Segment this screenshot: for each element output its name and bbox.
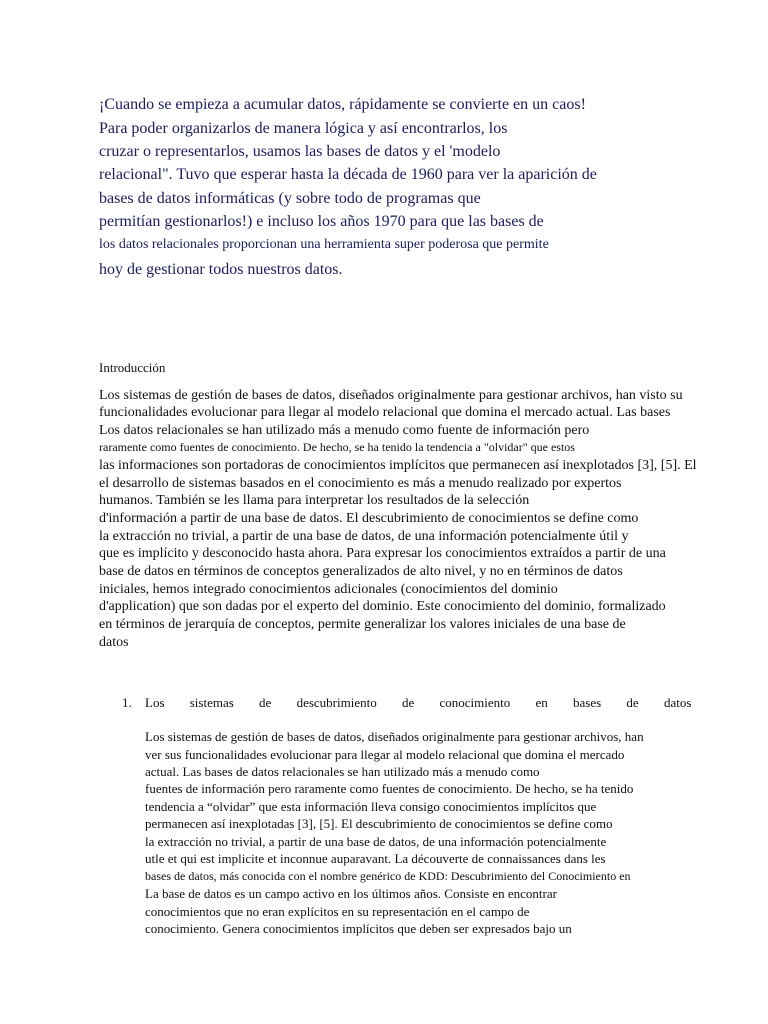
paragraph-line: permanecen así inexplotadas [3], [5]. El descubrimiento de conocimientos se define como: [145, 816, 613, 831]
paragraph-line: Los datos relacionales se han utilizado más a menudo como fuente de información pero: [99, 423, 590, 438]
intro-line: ¡Cuando se empieza a acumular datos, rápidamente se convierte en un caos!: [99, 96, 586, 113]
paragraph-line: iniciales, hemos integrado conocimientos adicionales (conocimientos del dominio: [99, 582, 558, 597]
paragraph-line: Los sistemas de gestión de bases de datos, diseñados originalmente para gestionar archivos, han visto su: [99, 388, 683, 403]
paragraph-line: ver sus funcionalidades evolucionar para llegar al modelo relacional que domina el mercado: [145, 747, 625, 762]
paragraph-line: el desarrollo de sistemas basados en el conocimiento es más a menudo realizado por expertos: [99, 476, 622, 491]
paragraph-line: las informaciones son portadoras de conocimientos implícitos que permanecen así inexplotados [3], [5]. El: [99, 458, 697, 473]
paragraph-line: base de datos en términos de conceptos generalizados de alto nivel, y no en términos de datos: [99, 564, 623, 579]
paragraph-line: utle et qui est implicite et inconnue auparavant. La découverte de connaissances dans les: [145, 851, 606, 866]
paragraph-line: la extracción no trivial, a partir de una base de datos, de una información potencialmente útil y: [99, 529, 629, 544]
paragraph-line: raramente como fuentes de conocimiento. De hecho, se ha tenido la tendencia a "olvidar" que estos: [99, 440, 575, 454]
section-number: 1.: [122, 695, 132, 710]
paragraph-line: actual. Las bases de datos relacionales se han utilizado más a menudo como: [145, 764, 540, 779]
paragraph-line: fuentes de información pero raramente como fuentes de conocimiento. De hecho, se ha tenido: [145, 781, 634, 796]
paragraph-line: tendencia a “olvidar” que esta información lleva consigo conocimientos implícitos que: [145, 799, 597, 814]
intro-line: cruzar o representarlos, usamos las bases de datos y el 'modelo: [99, 143, 501, 160]
section-title: Los sistemas de descubrimiento de conocimiento en bases de datos: [145, 695, 692, 710]
paragraph-line: datos: [99, 635, 129, 650]
paragraph-line: humanos. También se les llama para interpretar los resultados de la selección: [99, 493, 530, 508]
introduction-heading: Introducción: [99, 360, 166, 375]
paragraph-line: funcionalidades evolucionar para llegar al modelo relacional que domina el mercado actual. Las bases: [99, 405, 671, 420]
paragraph-line: conocimiento. Genera conocimientos implícitos que deben ser expresados bajo un: [145, 921, 572, 936]
paragraph-line: d'application) que son dadas por el experto del dominio. Este conocimiento del dominio, formalizado: [99, 599, 666, 614]
paragraph-line: bases de datos, más conocida con el nombre genérico de KDD: Descubrimiento del Conocimiento en: [145, 869, 631, 883]
intro-line: los datos relacionales proporcionan una herramienta super poderosa que permite: [99, 237, 549, 252]
paragraph-line: La base de datos es un campo activo en los últimos años. Consiste en encontrar: [145, 886, 557, 901]
paragraph-line: que es implícito y desconocido hasta ahora. Para expresar los conocimientos extraídos a partir de una: [99, 546, 666, 561]
intro-line: Para poder organizarlos de manera lógica y así encontrarlos, los: [99, 120, 508, 137]
paragraph-line: d'información a partir de una base de datos. El descubrimiento de conocimientos se define como: [99, 511, 639, 526]
paragraph-line: en términos de jerarquía de conceptos, permite generalizar los valores iniciales de una base de: [99, 617, 626, 632]
paragraph-line: la extracción no trivial, a partir de una base de datos, de una información potencialmente: [145, 834, 607, 849]
intro-line: hoy de gestionar todos nuestros datos.: [99, 261, 343, 278]
intro-line: relacional". Tuvo que esperar hasta la década de 1960 para ver la aparición de: [99, 166, 597, 183]
intro-line: bases de datos informáticas (y sobre todo de programas que: [99, 190, 481, 207]
paragraph-line: conocimientos que no eran explícitos en su representación en el campo de: [145, 904, 530, 919]
intro-line: permitían gestionarlos!) e incluso los años 1970 para que las bases de: [99, 213, 544, 230]
paragraph-line: Los sistemas de gestión de bases de datos, diseñados originalmente para gestionar archivos, han: [145, 729, 644, 744]
